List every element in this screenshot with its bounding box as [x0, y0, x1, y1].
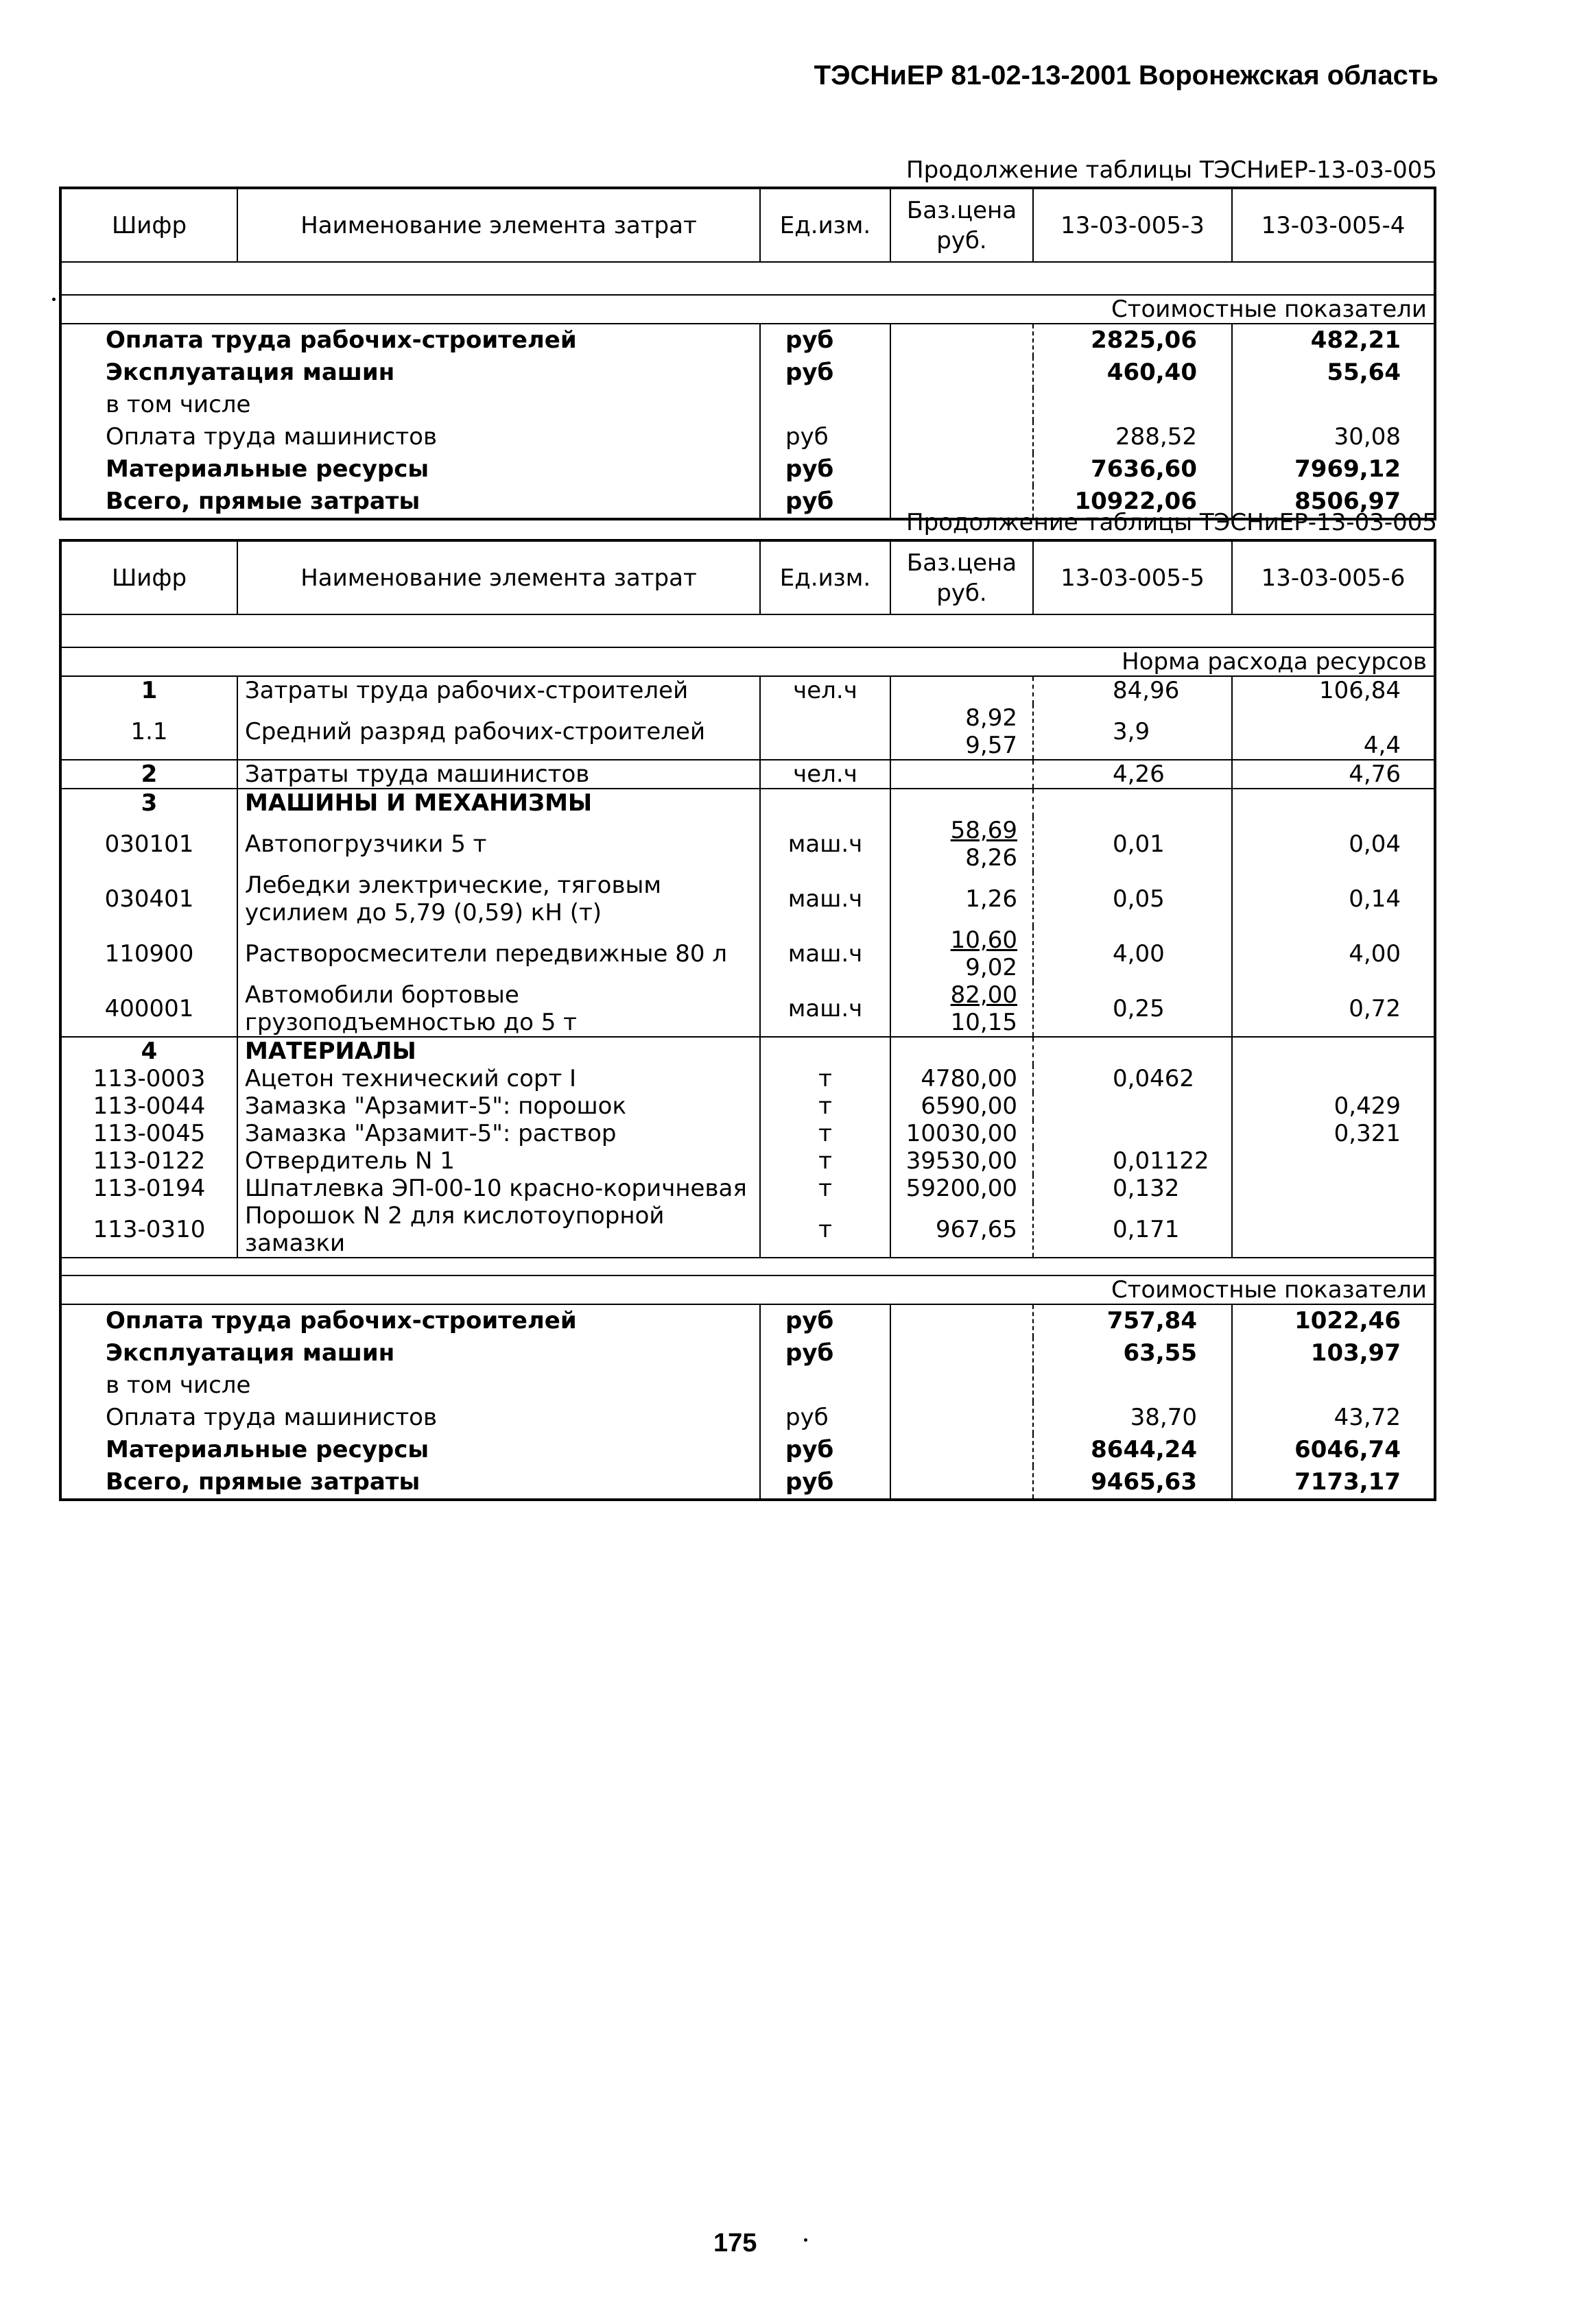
resource-price-secondary: 8,26 — [965, 844, 1017, 872]
summary-value-2: 7173,17 — [1294, 1468, 1401, 1496]
summary-unit: руб — [760, 324, 890, 357]
resource-unit: т — [760, 1092, 890, 1120]
resource-row — [60, 676, 1435, 704]
summary-name: Материальные ресурсы — [60, 1434, 760, 1466]
summary-value-2: 43,72 — [1334, 1404, 1401, 1431]
resource-value-1 — [1033, 1120, 1232, 1147]
resource-code: 113-0122 — [60, 1147, 237, 1175]
resource-price-value: 39530,00 — [905, 1147, 1017, 1175]
summary-price — [890, 389, 1033, 421]
resource-row — [60, 817, 1435, 872]
summary-row — [60, 324, 1435, 357]
resource-price — [890, 981, 1033, 1037]
header-unit: Ед.изм. — [760, 540, 890, 614]
resource-value-1: 84,96 — [1033, 676, 1232, 704]
resource-unit: т — [760, 1175, 890, 1202]
summary-value-1: 2825,06 — [1033, 324, 1232, 357]
header-name: Наименование элемента затрат — [237, 188, 760, 262]
resource-row — [60, 872, 1435, 926]
resource-price-value: 10030,00 — [905, 1120, 1017, 1147]
section-label: Норма расхода ресурсов — [60, 647, 1435, 676]
resource-price-secondary: 10,15 — [950, 1009, 1017, 1036]
summary-value-2: 7969,12 — [1294, 455, 1401, 483]
resource-unit: маш.ч — [760, 981, 890, 1037]
summary-value-1: 8644,24 — [1033, 1434, 1232, 1466]
resource-code: 3 — [60, 789, 237, 817]
summary-row — [60, 453, 1435, 486]
spacer-row — [60, 1258, 1435, 1275]
summary-unit: руб — [760, 357, 890, 389]
resource-unit: маш.ч — [760, 817, 890, 872]
summary-price — [890, 1337, 1033, 1369]
summary-unit: руб — [760, 421, 890, 453]
resource-value-2 — [1232, 1065, 1435, 1092]
resource-value-1: 0,01122 — [1033, 1147, 1232, 1175]
summary-row — [60, 357, 1435, 389]
summary-price — [890, 421, 1033, 453]
summary-name: Оплата труда машинистов — [60, 421, 760, 453]
resource-price — [890, 1147, 1033, 1175]
summary-price — [890, 1466, 1033, 1500]
summary-unit: руб — [760, 1304, 890, 1337]
summary-price — [890, 1434, 1033, 1466]
resource-value-1 — [1033, 1037, 1232, 1065]
resource-code: 4 — [60, 1037, 237, 1065]
resource-row — [60, 926, 1435, 981]
summary-value-1 — [1033, 1369, 1232, 1402]
resource-price — [890, 1175, 1033, 1202]
summary-value-1: 7636,60 — [1033, 453, 1232, 486]
resource-value-2: 0,429 — [1334, 1092, 1401, 1120]
resource-name: Средний разряд рабочих-строителей — [237, 704, 760, 760]
header-base-price: Баз.цена руб. — [890, 540, 1033, 614]
summary-price — [890, 1304, 1033, 1337]
resource-value-1: 0,0462 — [1033, 1065, 1232, 1092]
summary-row — [60, 1337, 1435, 1369]
summary-unit: руб — [760, 453, 890, 486]
resource-row — [60, 1092, 1435, 1120]
resource-price — [890, 1065, 1033, 1092]
resource-unit: т — [760, 1065, 890, 1092]
summary-price — [890, 1369, 1033, 1402]
resource-code: 113-0003 — [60, 1065, 237, 1092]
summary-price — [890, 453, 1033, 486]
page-number: 175 — [713, 2229, 757, 2257]
spacer-row — [60, 614, 1435, 647]
header-col-1: 13-03-005-3 — [1033, 188, 1232, 262]
header-base-price: Баз.цена руб. — [890, 188, 1033, 262]
resource-row — [60, 1202, 1435, 1258]
resource-price-value: 6590,00 — [921, 1092, 1017, 1120]
resource-row — [60, 1175, 1435, 1202]
summary-row — [60, 1402, 1435, 1434]
resource-value-2: 106,84 — [1319, 677, 1401, 704]
resource-row — [60, 1037, 1435, 1065]
resource-code: 1 — [60, 676, 237, 704]
cost-section-label: Стоимостные показатели — [60, 1275, 1435, 1304]
resource-code: 113-0045 — [60, 1120, 237, 1147]
resource-price — [890, 789, 1033, 817]
resource-price-value: 8,92 — [965, 704, 1017, 732]
resource-name: МАТЕРИАЛЫ — [237, 1037, 760, 1065]
summary-name: Материальные ресурсы — [60, 453, 760, 486]
summary-unit — [760, 389, 890, 421]
resource-name: Отвердитель N 1 — [237, 1147, 760, 1175]
resource-row — [60, 760, 1435, 789]
resource-price-value: 82,00 — [950, 981, 1017, 1009]
summary-row — [60, 1304, 1435, 1337]
resource-name: Шпатлевка ЭП-00-10 красно-коричневая — [237, 1175, 760, 1202]
header-name: Наименование элемента затрат — [237, 540, 760, 614]
summary-value-2 — [1232, 1369, 1435, 1402]
summary-value-1: 460,40 — [1033, 357, 1232, 389]
resource-row — [60, 789, 1435, 817]
resource-value-2: 4,76 — [1232, 760, 1435, 789]
resource-unit: т — [760, 1202, 890, 1258]
resource-row — [60, 1120, 1435, 1147]
summary-value-1: 9465,63 — [1033, 1466, 1232, 1500]
resource-price-value: 4780,00 — [921, 1065, 1017, 1092]
resource-value-1 — [1033, 789, 1232, 817]
resource-code: 110900 — [60, 926, 237, 981]
resource-name: Автомобили бортовые грузоподъемностью до 5 т — [237, 981, 760, 1037]
summary-row — [60, 1369, 1435, 1402]
resource-value-2 — [1232, 1037, 1435, 1065]
table2-caption: Продолжение таблицы ТЭСНиЕР-13-03-005 — [906, 509, 1437, 536]
resource-unit: маш.ч — [760, 872, 890, 926]
summary-value-1: 38,70 — [1033, 1402, 1232, 1434]
resource-value-1: 0,01 — [1033, 817, 1232, 872]
summary-value-2: 103,97 — [1310, 1339, 1401, 1367]
section-label: Стоимостные показатели — [60, 295, 1435, 324]
resource-value-2 — [1232, 1202, 1435, 1258]
resource-price — [890, 676, 1033, 704]
summary-unit: руб — [760, 1434, 890, 1466]
spacer-row — [60, 262, 1435, 295]
resource-value-2: 0,321 — [1334, 1120, 1401, 1147]
resource-name: Замазка "Арзамит-5": порошок — [237, 1092, 760, 1120]
resource-price-value: 967,65 — [936, 1216, 1017, 1243]
resource-value-2 — [1232, 1147, 1435, 1175]
resource-price-value: 10,60 — [950, 926, 1017, 954]
resource-unit: чел.ч — [760, 760, 890, 789]
summary-name: Всего, прямые затраты — [60, 1466, 760, 1500]
header-col-1: 13-03-005-5 — [1033, 540, 1232, 614]
resource-name: Порошок N 2 для кислотоупорной замазки — [237, 1202, 760, 1258]
document-title: ТЭСНиЕР 81-02-13-2001 Воронежская область — [814, 60, 1438, 91]
resource-code: 113-0044 — [60, 1092, 237, 1120]
summary-price — [890, 1402, 1033, 1434]
summary-unit: руб — [760, 1466, 890, 1500]
resource-name: Ацетон технический сорт I — [237, 1065, 760, 1092]
resource-price — [890, 926, 1033, 981]
summary-row — [60, 1466, 1435, 1500]
summary-unit: руб — [760, 486, 890, 519]
resource-name: Затраты труда рабочих-строителей — [237, 676, 760, 704]
resource-value-2: 4,00 — [1349, 940, 1401, 968]
summary-value-1 — [1033, 389, 1232, 421]
resource-name: МАШИНЫ И МЕХАНИЗМЫ — [237, 789, 760, 817]
summary-value-2: 482,21 — [1310, 326, 1401, 354]
cost-table-1 — [59, 187, 1436, 520]
summary-unit: руб — [760, 1337, 890, 1369]
header-code: Шифр — [60, 188, 237, 262]
summary-value-1: 757,84 — [1033, 1304, 1232, 1337]
resource-code: 030101 — [60, 817, 237, 872]
resource-code: 2 — [60, 760, 237, 789]
summary-value-2: 8506,97 — [1294, 488, 1401, 515]
resource-price — [890, 1092, 1033, 1120]
resource-unit: т — [760, 1147, 890, 1175]
summary-unit — [760, 1369, 890, 1402]
summary-price — [890, 324, 1033, 357]
resource-value-2: 0,14 — [1349, 885, 1401, 913]
resource-price-value: 1,26 — [965, 885, 1017, 913]
resource-price — [890, 1037, 1033, 1065]
resource-value-1: 0,25 — [1033, 981, 1232, 1037]
resource-price — [890, 817, 1033, 872]
header-unit: Ед.изм. — [760, 188, 890, 262]
summary-row — [60, 389, 1435, 421]
resource-value-1: 4,00 — [1033, 926, 1232, 981]
resource-row — [60, 1065, 1435, 1092]
resource-value-2: 0,04 — [1349, 830, 1401, 858]
summary-value-2: 1022,46 — [1294, 1307, 1401, 1334]
summary-row — [60, 421, 1435, 453]
resource-price — [890, 704, 1033, 760]
summary-name: Оплата труда рабочих-строителей — [60, 1304, 760, 1337]
table1-caption: Продолжение таблицы ТЭСНиЕР-13-03-005 — [906, 156, 1437, 184]
resource-value-2: 4,4 — [1363, 732, 1401, 759]
summary-name: Всего, прямые затраты — [60, 486, 760, 519]
resource-price — [890, 1202, 1033, 1258]
resource-price-value: 59200,00 — [905, 1175, 1017, 1202]
summary-value-2: 30,08 — [1334, 423, 1401, 451]
resource-value-1: 0,132 — [1033, 1175, 1232, 1202]
resource-name: Затраты труда машинистов — [237, 760, 760, 789]
summary-value-2 — [1232, 389, 1435, 421]
resource-unit — [760, 1037, 890, 1065]
resource-name: Замазка "Арзамит-5": раствор — [237, 1120, 760, 1147]
resource-value-1: 0,05 — [1033, 872, 1232, 926]
summary-name: Эксплуатация машин — [60, 357, 760, 389]
resource-unit: т — [760, 1120, 890, 1147]
resource-unit — [760, 704, 890, 760]
resource-row — [60, 981, 1435, 1037]
resource-value-1: 4,26 — [1033, 760, 1232, 789]
summary-value-1: 288,52 — [1033, 421, 1232, 453]
summary-value-2: 6046,74 — [1294, 1436, 1401, 1463]
cost-table-2 — [59, 539, 1436, 1501]
resource-unit: чел.ч — [760, 676, 890, 704]
resource-code: 400001 — [60, 981, 237, 1037]
header-code: Шифр — [60, 540, 237, 614]
summary-name: в том числе — [60, 389, 760, 421]
resource-code: 113-0194 — [60, 1175, 237, 1202]
resource-value-2 — [1232, 789, 1435, 817]
resource-value-1: 0,171 — [1033, 1202, 1232, 1258]
resource-price-secondary: 9,57 — [965, 732, 1017, 759]
resource-name: Лебедки электрические, тяговым усилием до 5,79 (0,59) кН (т) — [237, 872, 760, 926]
header-col-2: 13-03-005-4 — [1232, 188, 1435, 262]
summary-value-1: 10922,06 — [1033, 486, 1232, 519]
resource-name: Автопогрузчики 5 т — [237, 817, 760, 872]
resource-value-1 — [1033, 1092, 1232, 1120]
resource-value-2 — [1232, 1175, 1435, 1202]
resource-price — [890, 1120, 1033, 1147]
resource-value-1: 3,9 — [1033, 704, 1232, 760]
scan-speck — [804, 2238, 807, 2242]
resource-name: Растворосмесители передвижные 80 л — [237, 926, 760, 981]
resource-code: 030401 — [60, 872, 237, 926]
resource-row — [60, 704, 1435, 760]
summary-value-1: 63,55 — [1033, 1337, 1232, 1369]
resource-price — [890, 872, 1033, 926]
resource-value-2: 0,72 — [1349, 995, 1401, 1022]
resource-row — [60, 1147, 1435, 1175]
summary-name: Оплата труда рабочих-строителей — [60, 324, 760, 357]
resource-price-value: 58,69 — [950, 817, 1017, 844]
summary-row — [60, 1434, 1435, 1466]
summary-name: Оплата труда машинистов — [60, 1402, 760, 1434]
summary-value-2: 55,64 — [1327, 359, 1401, 386]
resource-unit — [760, 789, 890, 817]
resource-code: 1.1 — [60, 704, 237, 760]
scan-speck — [52, 298, 56, 301]
summary-unit: руб — [760, 1402, 890, 1434]
resource-unit: маш.ч — [760, 926, 890, 981]
header-col-2: 13-03-005-6 — [1232, 540, 1435, 614]
resource-code: 113-0310 — [60, 1202, 237, 1258]
resource-price-secondary: 9,02 — [965, 954, 1017, 981]
summary-name: Эксплуатация машин — [60, 1337, 760, 1369]
resource-price — [890, 760, 1033, 789]
summary-name: в том числе — [60, 1369, 760, 1402]
summary-price — [890, 357, 1033, 389]
